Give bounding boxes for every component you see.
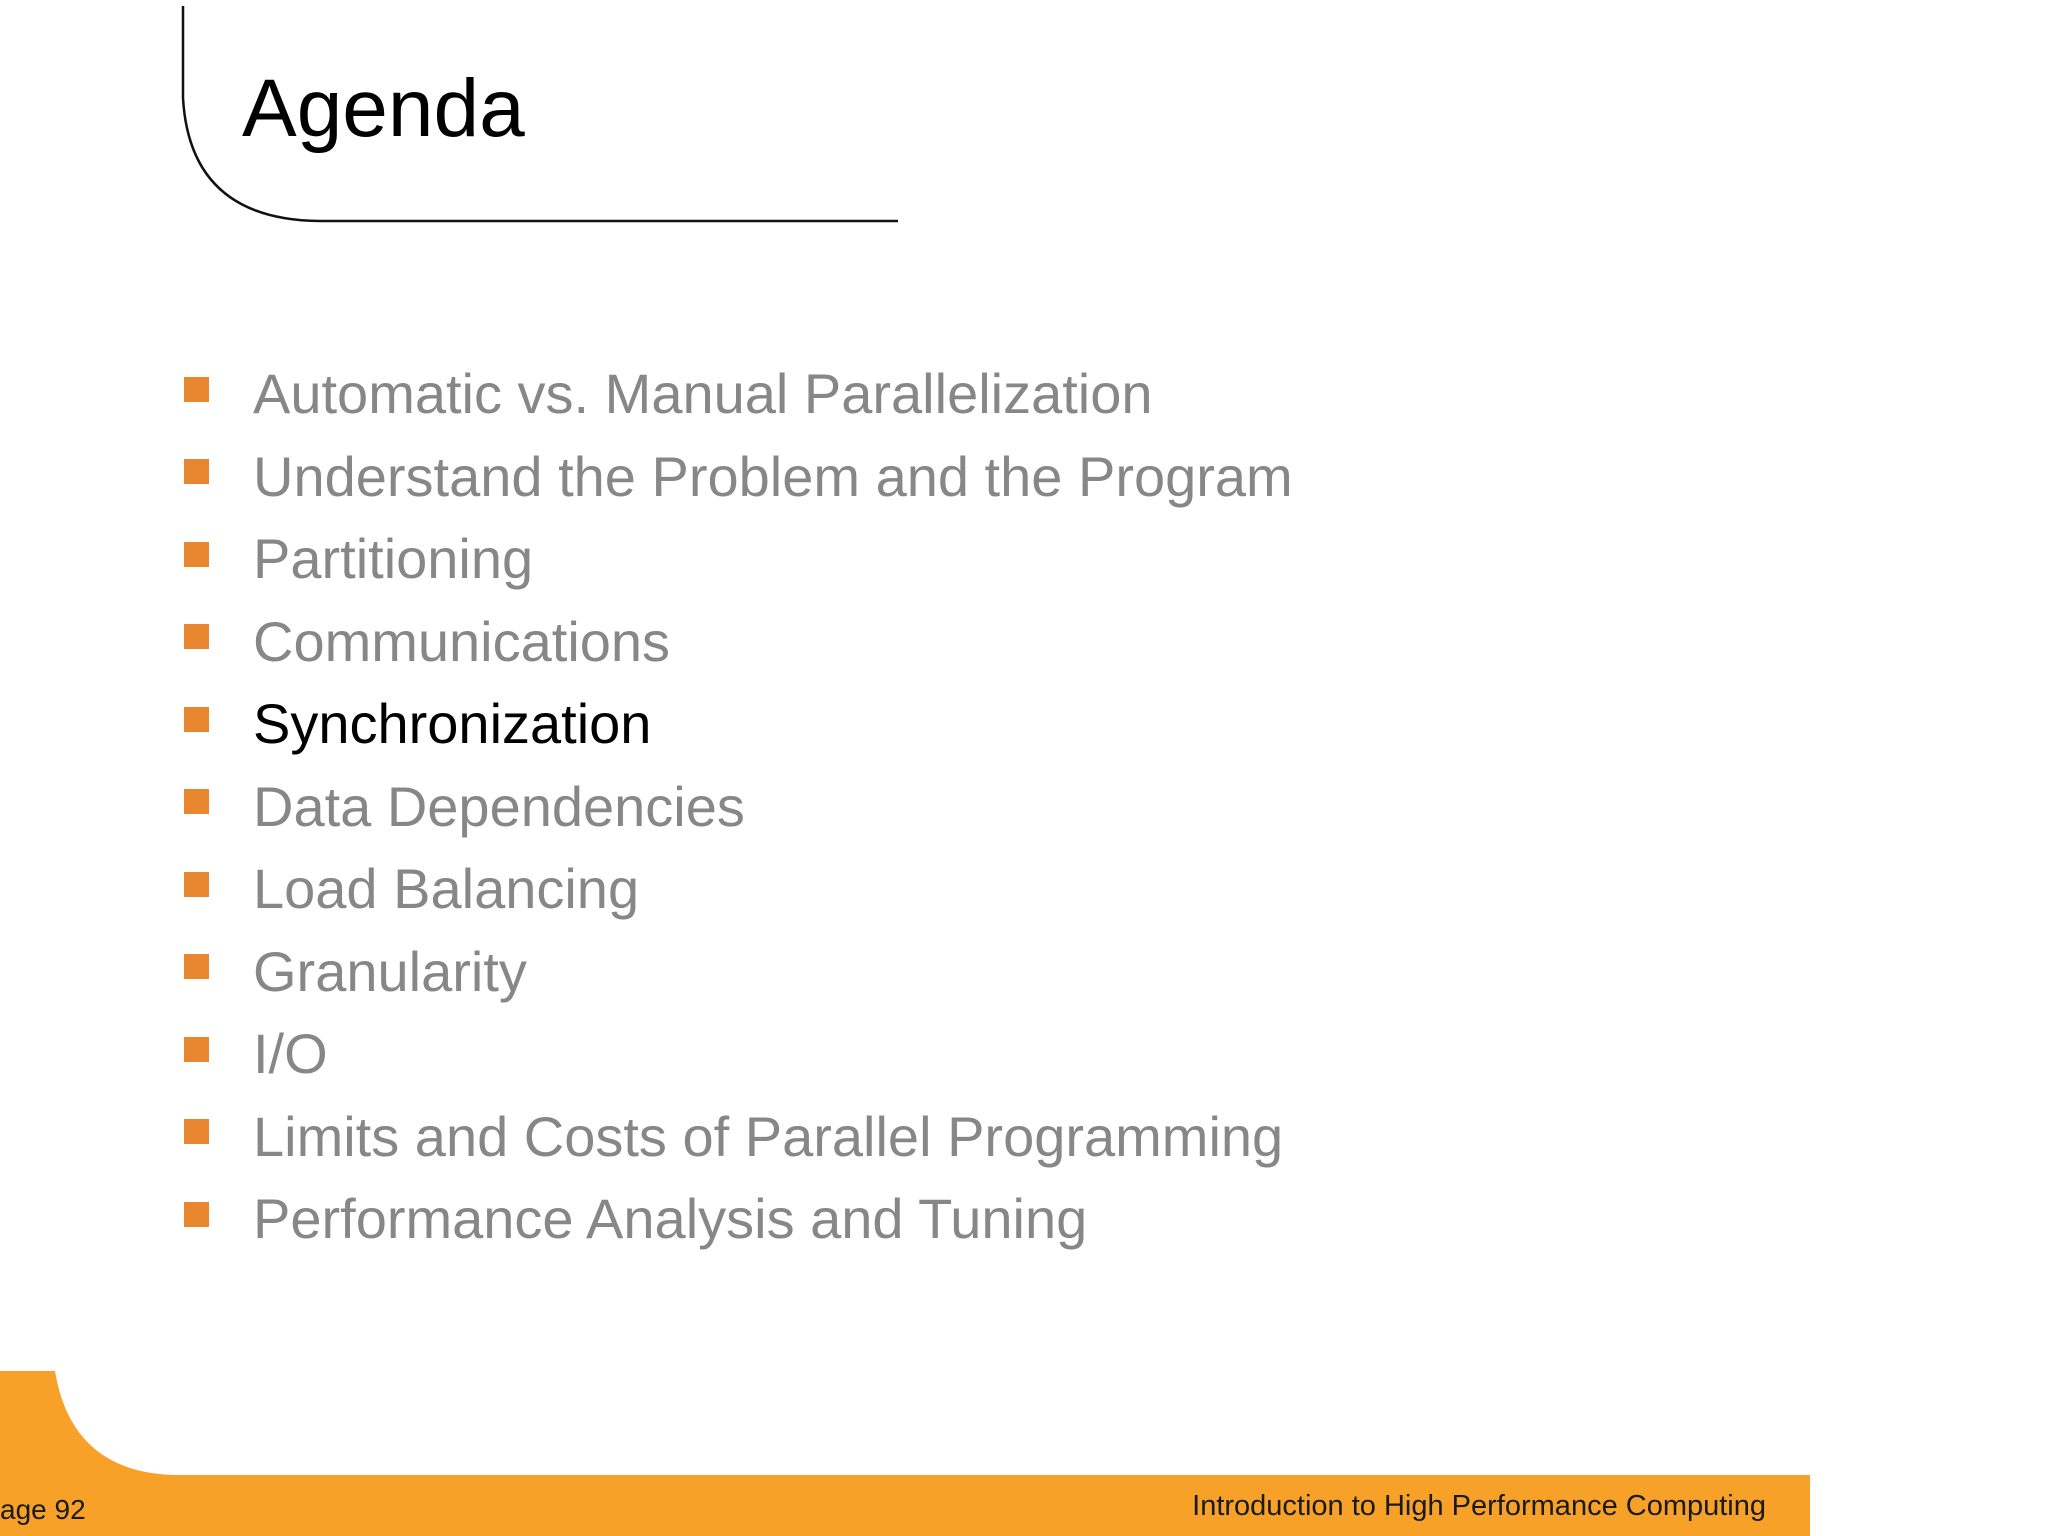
agenda-item-label: Performance Analysis and Tuning <box>253 1187 1088 1251</box>
square-bullet-icon <box>184 1119 209 1144</box>
page-number: age 92 <box>0 1494 86 1525</box>
square-bullet-icon <box>184 954 209 979</box>
square-bullet-icon <box>184 624 209 649</box>
square-bullet-icon <box>184 542 209 567</box>
agenda-item <box>184 848 1293 931</box>
agenda-item-label: Load Balancing <box>253 857 640 921</box>
square-bullet-icon <box>184 1037 209 1062</box>
square-bullet-icon <box>184 459 209 484</box>
square-bullet-icon <box>184 707 209 732</box>
agenda-item <box>184 353 1293 436</box>
footer-course-title: Introduction to High Performance Computing <box>1192 1490 1766 1522</box>
agenda-item <box>184 601 1293 684</box>
agenda-item-label: Understand the Problem and the Program <box>253 444 1293 508</box>
agenda-item <box>184 436 1293 519</box>
agenda-item-label: Limits and Costs of Parallel Programming <box>253 1104 1284 1168</box>
agenda-item <box>184 766 1293 849</box>
agenda-item <box>184 931 1293 1014</box>
agenda-item-label: Communications <box>253 609 671 673</box>
agenda-item-label: Granularity <box>253 939 527 1003</box>
agenda-item-current <box>184 683 1293 766</box>
agenda-item-label: Partitioning <box>253 527 534 591</box>
agenda-list <box>184 353 1293 1261</box>
agenda-item <box>184 1178 1293 1261</box>
square-bullet-icon <box>184 377 209 402</box>
agenda-item-label: Data Dependencies <box>253 774 745 838</box>
agenda-item-label: Synchronization <box>253 692 652 756</box>
agenda-item <box>184 1013 1293 1096</box>
agenda-item-label: I/O <box>253 1022 328 1086</box>
slide-title: Agenda <box>242 63 525 154</box>
square-bullet-icon <box>184 872 209 897</box>
agenda-item <box>184 1096 1293 1179</box>
square-bullet-icon <box>184 1202 209 1227</box>
agenda-item <box>184 518 1293 601</box>
square-bullet-icon <box>184 789 209 814</box>
agenda-item-label: Automatic vs. Manual Parallelization <box>253 362 1153 426</box>
